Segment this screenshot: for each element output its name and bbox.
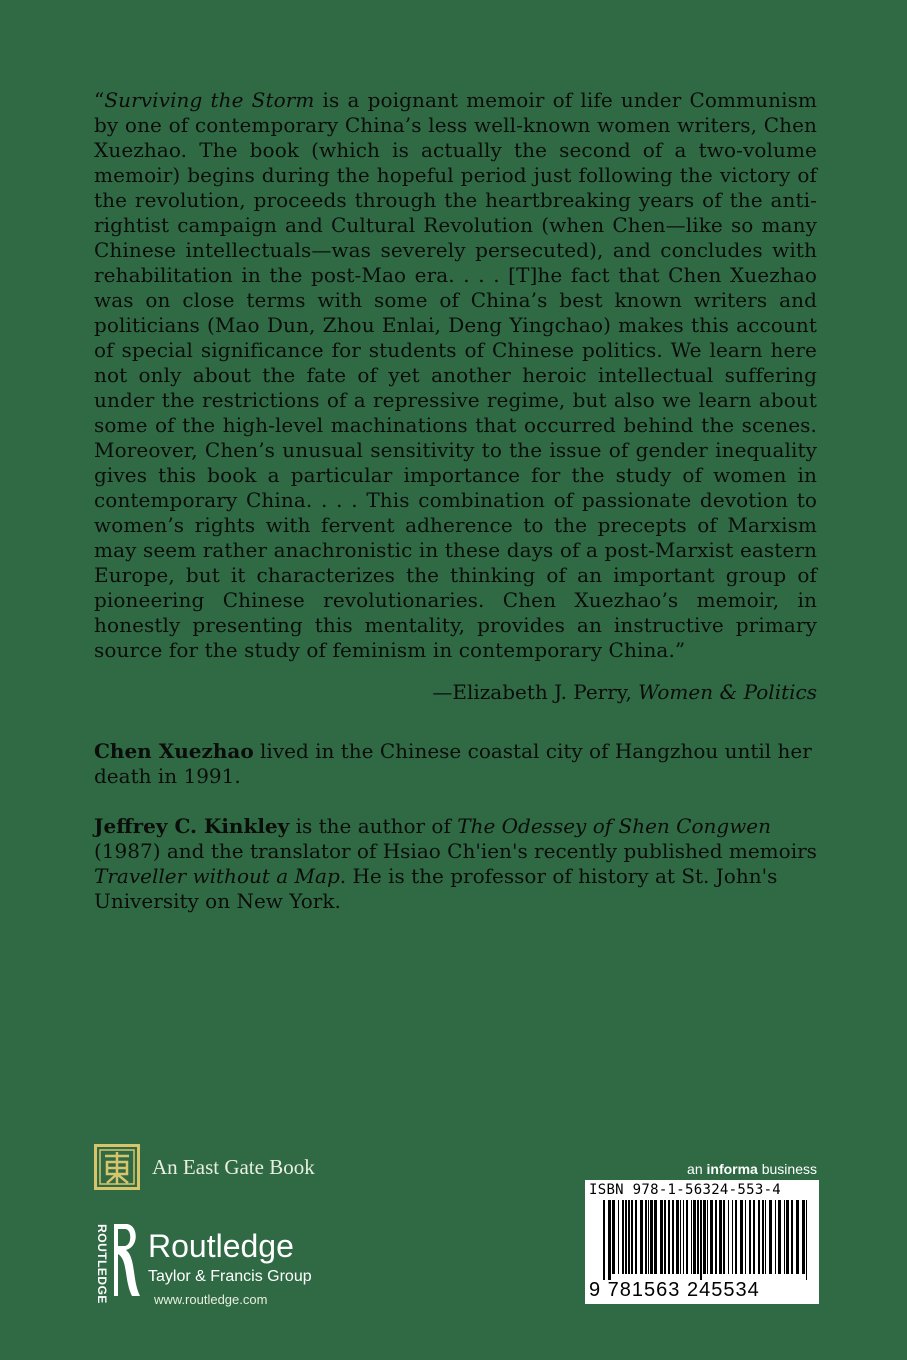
- barcode-bar: [735, 1200, 737, 1274]
- barcode-bar: [622, 1200, 624, 1274]
- east-gate-logo-icon: [94, 1144, 140, 1190]
- barcode-bar: [728, 1200, 729, 1274]
- barcode-bar: [686, 1200, 688, 1274]
- barcode-bar: [710, 1200, 713, 1274]
- author-bio: [94, 739, 819, 789]
- quote-open-mark: “: [94, 88, 105, 112]
- barcode-bar: [806, 1200, 807, 1280]
- barcode-bar: [635, 1200, 637, 1274]
- barcode-bar: [758, 1200, 760, 1274]
- barcode-bar: [723, 1200, 725, 1274]
- barcode-bar: [786, 1200, 789, 1274]
- barcode-bar: [719, 1200, 722, 1274]
- barcode-bar: [668, 1200, 670, 1274]
- quote-book-title: Surviving the Storm: [104, 88, 315, 112]
- publisher-group: Taylor & Francis Group: [148, 1268, 312, 1285]
- barcode-bar: [791, 1200, 793, 1274]
- barcode-bar: [753, 1200, 755, 1274]
- barcode-icon: [585, 1198, 819, 1282]
- barcode-bar: [618, 1200, 619, 1274]
- barcode-bar: [628, 1200, 630, 1274]
- quote-attribution: [432, 680, 817, 705]
- informa-tagline: [687, 1161, 817, 1177]
- translator-book-2: Traveller without a Map: [94, 864, 340, 888]
- barcode-bar: [700, 1200, 702, 1280]
- barcode-bar: [691, 1200, 692, 1274]
- barcode-bar: [693, 1200, 696, 1274]
- ean-number: 9 781563 245534: [589, 1279, 760, 1301]
- barcode-bar: [697, 1200, 699, 1274]
- attribution-source: Women & Politics: [638, 680, 817, 704]
- translator-name: Jeffrey C. Kinkley: [94, 814, 290, 838]
- publisher-name: Routledge: [148, 1228, 294, 1264]
- east-gate-label: An East Gate Book: [152, 1154, 315, 1179]
- barcode-bar: [603, 1200, 605, 1280]
- barcode-bar: [796, 1200, 799, 1274]
- barcode-bar: [749, 1200, 751, 1274]
- barcode-bar: [784, 1200, 785, 1274]
- author-bio-text: lived in the Chinese coastal city of Hangzhou until her death in 1991.: [94, 739, 812, 788]
- publisher-logo: [92, 1220, 352, 1320]
- translator-book-1: The Odessey of Shen Congwen: [457, 814, 772, 838]
- barcode-bar: [654, 1200, 657, 1274]
- barcode-bar: [631, 1200, 633, 1274]
- barcode-bar: [612, 1200, 615, 1274]
- barcode-bar: [740, 1200, 743, 1274]
- barcode-bar: [715, 1200, 717, 1274]
- barcode-bar: [775, 1200, 776, 1274]
- quote-body: is a poignant memoir of life under Communism by one of contemporary China’s less well-known women writers, Chen Xuezhao. The book (which is actually the second of a two-volume memoir) begins during the hopeful period just following the victory of the revolution, proceeds through the heartbreaking years of the anti-rightist campaign and Cultural Revolution (when Chen—like so many Chinese intellectuals—was severely persecuted), and concludes with rehabilitation in the post-Mao era. . . . [T]he fact that Chen Xuezhao was on close terms with some of China’s best known writers and politicians (Mao Dun, Zhou Enlai, Deng Yingchao) makes this account of special significance for students of Chinese politics. We learn here not only about the fate of yet another heroic intellectual suffering under the restrictions of a repressive regime, but also we learn about some of the high-level machinations that occurred behind the scenes. Moreover, Chen’s unusual sensitivity to the issue of gender inequality gives this book a particular importance for the study of women in contemporary China. . . . This combination of passionate devotion to women’s rights with fervent adherence to the precepts of Marxism may seem rather anachronistic in these days of a post-Marxist eastern Europe, but it characterizes the thinking of an important group of pioneering Chinese revolutionaries. Chen Xuezhao’s memoir, in honestly presenting this mentality, provides an instructive primary source for the study of feminism in contemporary China.”: [94, 88, 817, 662]
- barcode-bar: [769, 1200, 772, 1274]
- publisher-url: www.routledge.com: [154, 1292, 268, 1307]
- translator-bio-text-1: is the author of: [289, 814, 458, 838]
- publisher-vertical-text: ROUTLEDGE: [95, 1224, 109, 1304]
- informa-prefix: an: [687, 1161, 707, 1177]
- translator-bio: [94, 814, 819, 914]
- barcode-bar: [683, 1200, 684, 1274]
- author-name: Chen Xuezhao: [94, 739, 254, 763]
- barcode-bar: [680, 1200, 681, 1274]
- barcode-bar: [732, 1200, 733, 1274]
- barcode-bar: [762, 1200, 764, 1274]
- informa-brand: informa: [706, 1161, 758, 1177]
- barcode-bar: [703, 1200, 706, 1274]
- barcode-bar: [802, 1200, 805, 1274]
- barcode-bar: [676, 1200, 679, 1274]
- barcode-bar: [640, 1200, 643, 1274]
- routledge-r-icon: [110, 1220, 142, 1300]
- publisher-vertical-wordmark: [92, 1220, 112, 1308]
- informa-suffix: business: [757, 1161, 817, 1177]
- barcode-bar: [765, 1200, 766, 1274]
- barcode-bar: [645, 1200, 647, 1274]
- translator-bio-text-2: (1987) and the translator of Hsiao Ch'ien's recently published memoirs: [94, 839, 817, 863]
- barcode-bar: [648, 1200, 649, 1274]
- barcode-bar: [672, 1200, 674, 1274]
- barcode-bar: [625, 1200, 627, 1274]
- translator-bio-text-3: . He is the professor of history at St. John's University on New York.: [94, 864, 778, 913]
- barcode-panel: [585, 1180, 819, 1304]
- isbn-label: ISBN 978-1-56324-553-4: [589, 1182, 782, 1198]
- barcode-bar: [608, 1200, 611, 1280]
- east-gate-imprint: [94, 1144, 315, 1190]
- barcode-bar: [745, 1200, 746, 1274]
- barcode-bar: [664, 1200, 666, 1274]
- review-quote: [94, 88, 817, 663]
- attribution-author: —Elizabeth J. Perry,: [432, 680, 639, 704]
- barcode-bar: [650, 1200, 653, 1274]
- barcode-bar: [778, 1200, 781, 1274]
- barcode-bar: [707, 1200, 708, 1274]
- barcode-bar: [660, 1200, 663, 1274]
